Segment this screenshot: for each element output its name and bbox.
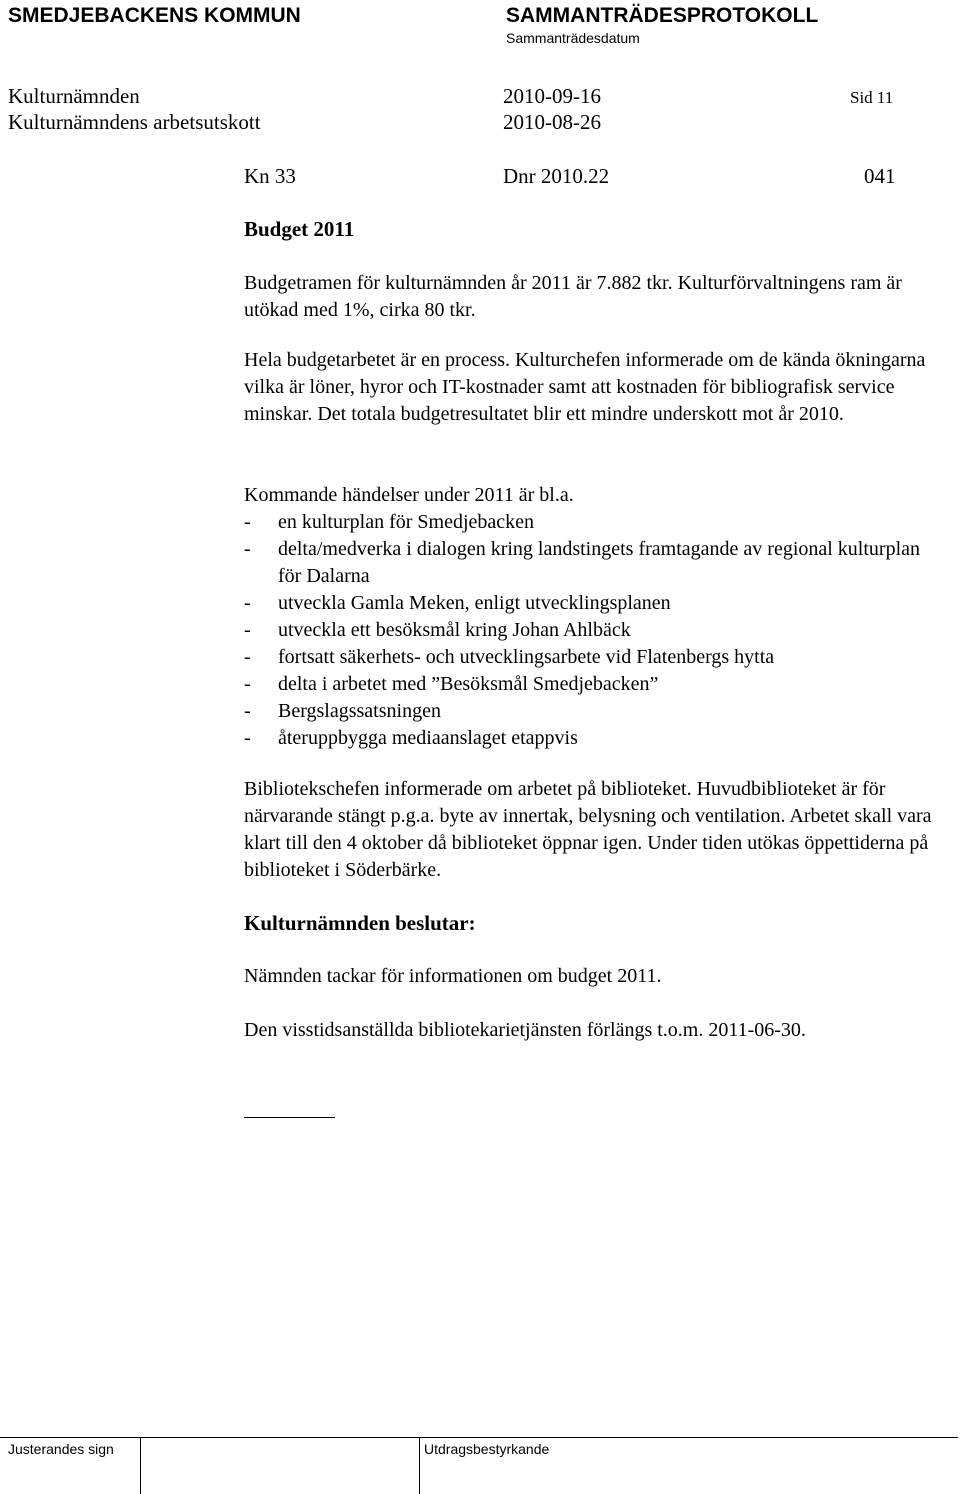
municipality-name: SMEDJEBACKENS KOMMUN [8,4,301,27]
list-marker: - [244,727,251,749]
list-item-text: Bergslagssatsningen [278,700,441,722]
case-code: 041 [864,164,896,188]
list-marker: - [244,511,251,533]
list-item-text: återuppbygga mediaanslaget etappvis [278,727,578,749]
paragraph-budget-process: Hela budgetarbetet är en process. Kulturchefen informerade om de kända ökningarna vilka är löner, hyror och IT-kostnader samt att kostnaden för bibliografisk service minskar. Det totala budgetresultatet blir ett mindre underskott mot år 2010. [244,349,926,425]
list-item [244,590,944,617]
signature-underline [244,1117,335,1118]
footer-divider [0,1437,958,1438]
document-type: SAMMANTRÄDESPROTOKOLL [506,4,819,27]
decision-item: Nämnden tackar för informationen om budget 2011. [244,965,662,987]
list-item-text: utveckla Gamla Meken, enligt utvecklingsplanen [278,592,671,614]
list-item [244,671,944,698]
list-item [244,725,944,752]
paragraph-library-info: Bibliotekschefen informerade om arbetet på biblioteket. Huvudbiblioteket är för närvarande stängt p.g.a. byte av innertak, belysning och ventilation. Arbetet skall vara klart till den 4 oktober då biblioteket öppnar igen. Under tiden utökas öppettiderna på biblioteket i Söderbärke. [244,778,932,881]
justering-sign-label: Justerandes sign [8,1441,114,1457]
paragraph-budget-frame: Budgetramen för kulturnämnden år 2011 är 7.882 tkr. Kulturförvaltningens ram är utökad med 1%, cirka 80 tkr. [244,272,902,321]
section-title: Budget 2011 [244,217,355,241]
list-marker: - [244,538,251,560]
committee-date: 2010-09-16 [503,84,601,108]
list-marker: - [244,646,251,668]
list-item [244,536,944,590]
events-list [244,509,944,752]
case-number: Kn 33 [244,164,296,188]
list-item [244,509,944,536]
list-item-text: utveckla ett besöksmål kring Johan Ahlbäck [278,619,631,641]
committee-name: Kulturnämnden [8,84,140,108]
paragraph-upcoming-events: Kommande händelser under 2011 är bl.a. [244,484,574,506]
decision-item: Den visstidsanställda bibliotekarietjänsten förlängs t.o.m. 2011-06-30. [244,1019,806,1041]
list-item-text: en kulturplan för Smedjebacken [278,511,535,533]
list-marker: - [244,619,251,641]
subcommittee-date: 2010-08-26 [503,110,601,134]
footer-separator [419,1438,420,1494]
list-item-text: fortsatt säkerhets- och utvecklingsarbete vid Flatenbergs hytta [278,646,775,668]
list-marker: - [244,673,251,695]
decision-heading: Kulturnämnden beslutar: [244,911,476,935]
subcommittee-name: Kulturnämndens arbetsutskott [8,110,261,134]
list-marker: - [244,592,251,614]
list-item [244,644,944,671]
list-item [244,698,944,725]
list-item-text: delta i arbetet med ”Besöksmål Smedjebacken” [278,673,659,695]
extract-certification-label: Utdragsbestyrkande [424,1441,550,1457]
meeting-date-label: Sammanträdesdatum [506,30,640,46]
page-number: Sid 11 [850,88,894,107]
footer-separator [140,1438,141,1494]
list-marker: - [244,700,251,722]
list-item-text: delta/medverka i dialogen kring landstingets framtagande av regional kulturplan för Dalarna [278,538,921,587]
case-dnr: Dnr 2010.22 [503,164,610,188]
list-item [244,617,944,644]
